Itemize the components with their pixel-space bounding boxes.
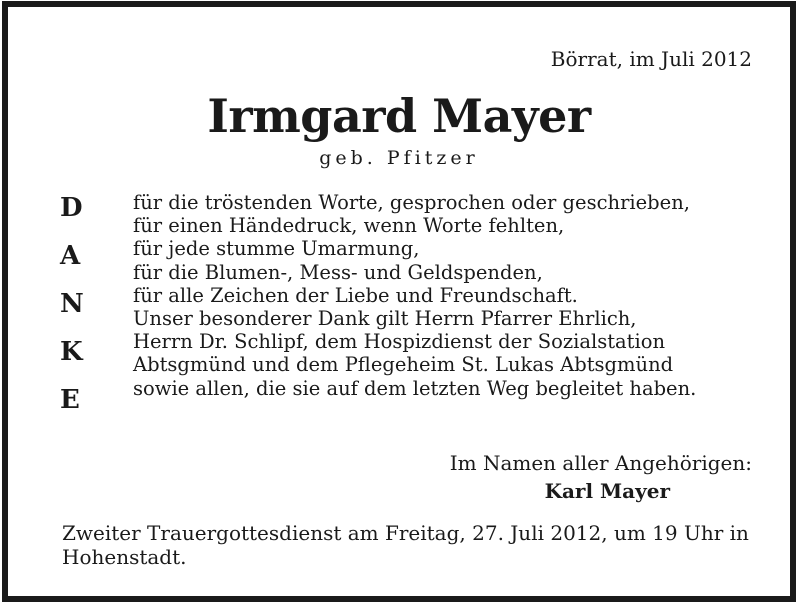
service-note-line: Zweiter Trauergottesdienst am Freitag, 27. Juli 2012, um 19 Uhr in — [62, 521, 749, 545]
thanks-text — [133, 191, 696, 400]
thanks-line: Abtsgmünd und dem Pflegeheim St. Lukas Abtsgmünd — [133, 353, 674, 377]
thanks-line: für die tröstenden Worte, gesprochen oder geschrieben, — [133, 191, 690, 214]
place-date: Börrat, im Juli 2012 — [550, 47, 752, 71]
danke-vertical — [60, 193, 96, 433]
service-note — [62, 521, 762, 569]
deceased-name: Irmgard Mayer — [207, 89, 591, 143]
thanks-line: Unser besonderer Dank gilt Herrn Pfarrer Ehrlich, — [133, 307, 637, 331]
danke-letter: E — [60, 385, 80, 415]
thanks-line: für die Blumen-, Mess- und Geldspenden, — [133, 260, 543, 284]
signature-block — [450, 449, 752, 505]
notice-frame — [2, 1, 796, 602]
thanks-line: für einen Händedruck, wenn Worte fehlten, — [133, 214, 565, 238]
danke-letter: N — [60, 289, 84, 319]
maiden-name: geb. Pfitzer — [319, 147, 479, 169]
thanks-line: Herrn Dr. Schlipf, dem Hospizdienst der Sozialstation — [133, 330, 666, 354]
thanks-line: für jede stumme Umarmung, — [133, 237, 420, 261]
danke-letter: D — [60, 193, 83, 223]
danke-letter: A — [60, 241, 81, 271]
thanks-line: sowie allen, die sie auf dem letzten Weg begleitet haben. — [133, 376, 697, 400]
signer-name: Karl Mayer — [544, 479, 670, 503]
danke-letter: K — [60, 337, 83, 367]
on-behalf-text: Im Namen aller Angehörigen: — [449, 451, 752, 475]
service-note-line: Hohenstadt. — [62, 545, 187, 569]
thanks-line: für alle Zeichen der Liebe und Freundschaft. — [133, 283, 578, 307]
